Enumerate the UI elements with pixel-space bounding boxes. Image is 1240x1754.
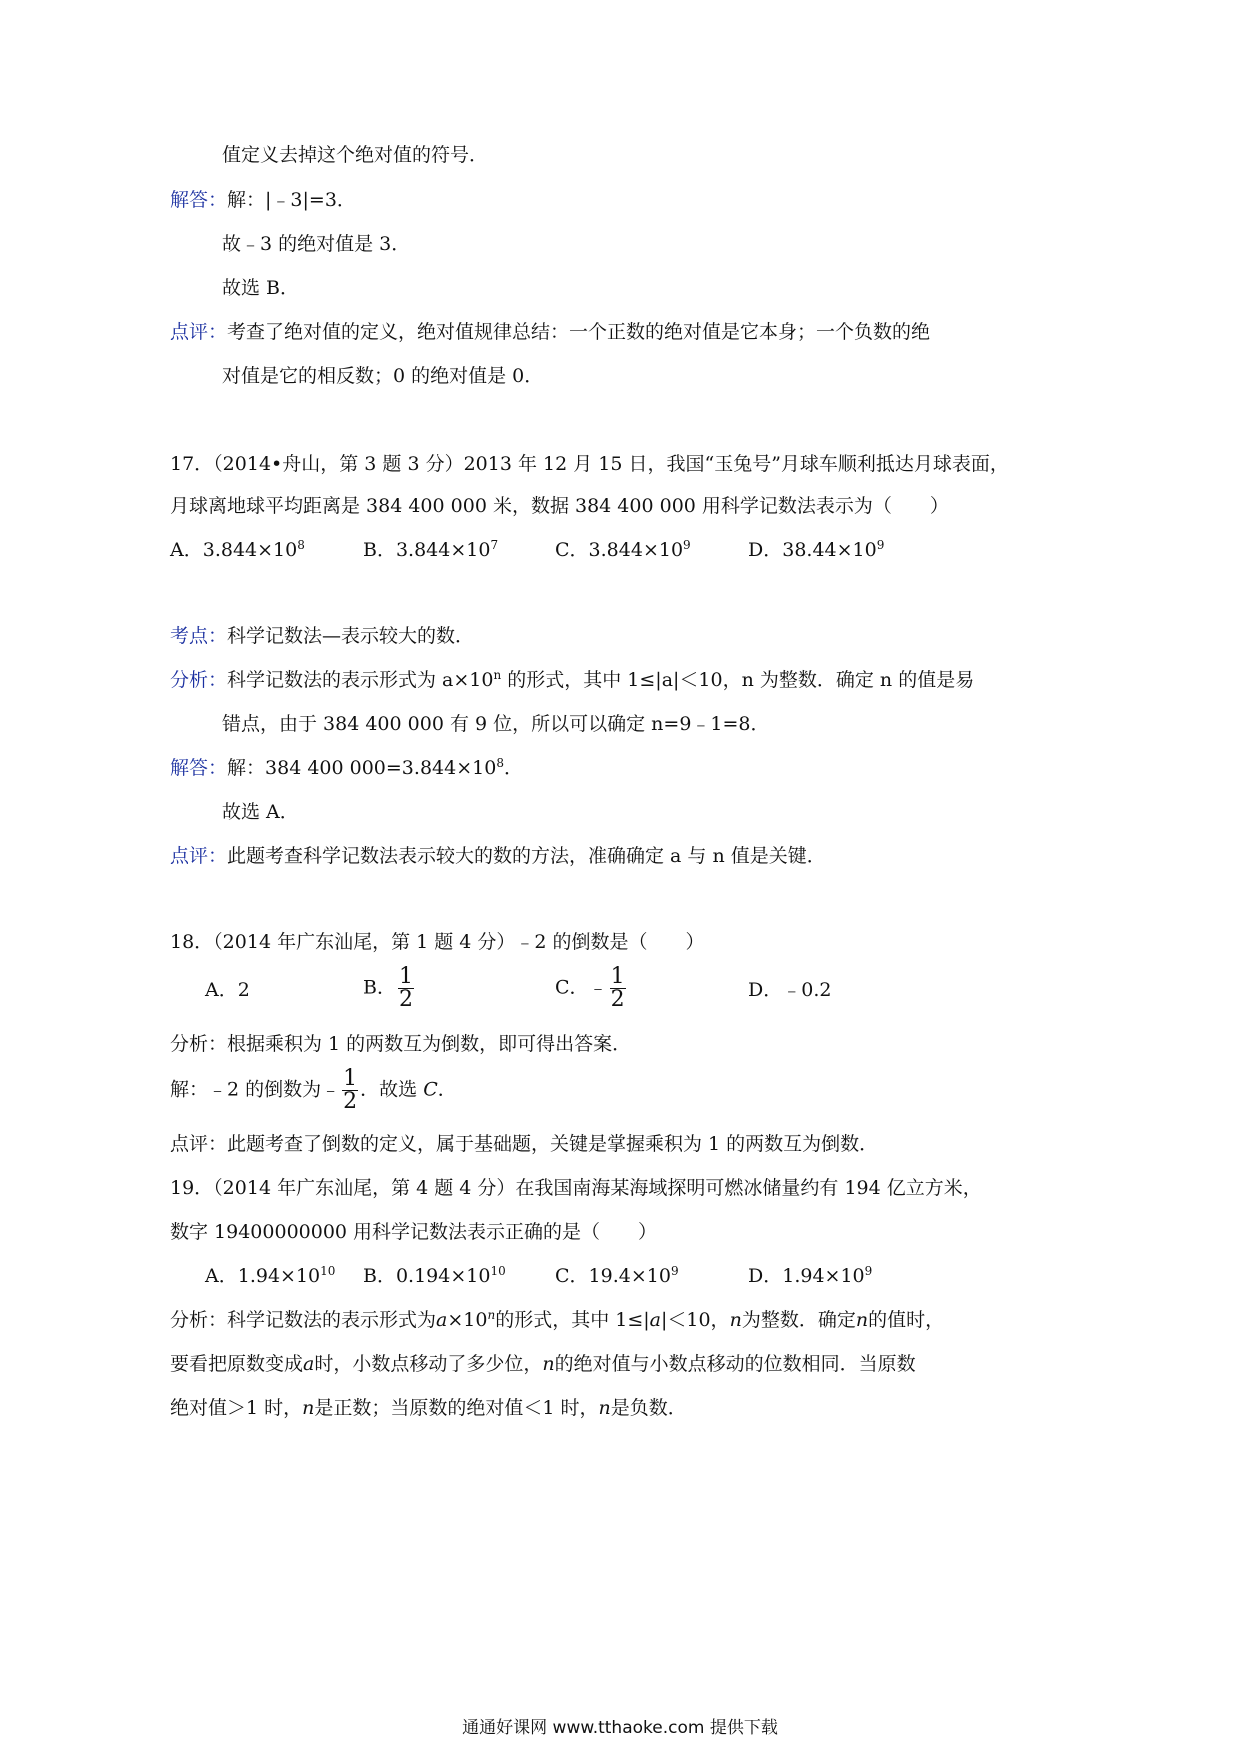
q17-option-c bbox=[555, 536, 691, 564]
q16-answer-line1 bbox=[170, 186, 356, 214]
q17-review bbox=[170, 842, 826, 870]
var-a: a bbox=[303, 1353, 315, 1375]
exp-n: n bbox=[487, 1308, 496, 1322]
q18-review: 点评：此题考查了倒数的定义，属于基础题，关键是掌握乘积为 1 的两数互为倒数． bbox=[170, 1133, 879, 1155]
q18-option-c-sign: ﹣ bbox=[588, 976, 608, 999]
q17-answer-line2: 故选 A． bbox=[222, 801, 299, 823]
q18-solution-fraction bbox=[342, 1068, 358, 1113]
q19-stem-line1: 19．（2014 年广东汕尾，第 4 题 4 分）在我国南海某海域探明可燃冰储量约有 194 亿立方米， bbox=[170, 1177, 982, 1199]
analysis-label: 分析： bbox=[170, 669, 228, 691]
option-base: 1.94×10 bbox=[237, 1265, 321, 1287]
var-n: n bbox=[855, 1309, 869, 1331]
option-exponent: 10 bbox=[490, 1264, 506, 1278]
q18-solution-text-d: ． bbox=[437, 1078, 457, 1101]
q17-option-b bbox=[363, 536, 498, 564]
fraction-denominator: 2 bbox=[398, 987, 413, 1012]
var-n: n bbox=[729, 1309, 742, 1331]
q16-analysis-cont: 值定义去掉这个绝对值的符号． bbox=[222, 144, 489, 166]
option-base: 19.4×10 bbox=[588, 1265, 671, 1287]
option-exponent: 9 bbox=[670, 1264, 679, 1278]
review-label: 点评： bbox=[170, 845, 228, 867]
option-exponent: 10 bbox=[320, 1264, 336, 1278]
q19-a1-d: 为整数．确定 bbox=[741, 1309, 856, 1331]
q19-a1-a: 分析：科学记数法的表示形式为 bbox=[170, 1309, 437, 1331]
q18-option-b bbox=[363, 966, 416, 1011]
q19-option-d bbox=[748, 1262, 872, 1290]
option-letter: C． bbox=[555, 539, 589, 561]
q17-kaodian-text: 科学记数法—表示较大的数． bbox=[227, 625, 475, 647]
q19-a2-c: 的绝对值与小数点移动的位数相同．当原数 bbox=[554, 1353, 916, 1375]
q17-answer-text-b: ． bbox=[503, 757, 523, 779]
q17-answer-line1 bbox=[170, 754, 523, 782]
q17-stem-line2: 月球离地球平均距离是 384 400 000 米，数据 384 400 000 用科学记数法表示为（ ） bbox=[170, 495, 949, 517]
q16-answer-text: 解：|﹣3|=3． bbox=[227, 189, 356, 211]
option-letter: B． bbox=[363, 1265, 396, 1287]
q18-stem: 18．（2014 年广东汕尾，第 1 题 4 分）﹣2 的倒数是（ ） bbox=[170, 931, 705, 953]
var-a: a bbox=[436, 1309, 448, 1331]
q18-analysis: 分析：根据乘积为 1 的两数互为倒数，即可得出答案． bbox=[170, 1033, 632, 1055]
q18-solution-text-a: 解：﹣2 的倒数为﹣ bbox=[170, 1078, 341, 1101]
q18-option-c-fraction bbox=[610, 966, 626, 1011]
q19-analysis-line2 bbox=[170, 1350, 916, 1378]
q17-stem-line1: 17．（2014•舟山，第 3 题 3 分）2013 年 12 月 15 日，我国“玉兔号”月球车顺利抵达月球表面， bbox=[170, 453, 1009, 475]
var-n: n bbox=[598, 1397, 611, 1419]
q17-option-a bbox=[170, 536, 305, 564]
option-base: 38.44×10 bbox=[782, 539, 877, 561]
q19-a1-e: 的值时， bbox=[868, 1309, 945, 1331]
q17-analysis-text-b: 的形式，其中 1≤|a|＜10，n 为整数．确定 n 的值是易 bbox=[501, 669, 975, 691]
option-base: 0.194×10 bbox=[395, 1265, 491, 1287]
q16-review-text: 考查了绝对值的定义，绝对值规律总结：一个正数的绝对值是它本身；一个负数的绝 bbox=[227, 321, 931, 343]
var-n: n bbox=[542, 1353, 555, 1375]
q19-a3-a: 绝对值＞1 时， bbox=[170, 1397, 303, 1419]
option-exponent: 9 bbox=[876, 538, 885, 552]
q19-option-b bbox=[363, 1262, 506, 1290]
q19-a1-a2: ×10 bbox=[447, 1309, 488, 1331]
var-a: a bbox=[649, 1309, 661, 1331]
q17-kaodian bbox=[170, 622, 474, 650]
q18-option-a: A．2 bbox=[205, 979, 250, 1001]
fraction-numerator: 1 bbox=[610, 964, 625, 989]
q16-answer-line2: 故﹣3 的绝对值是 3． bbox=[222, 233, 411, 255]
q19-a1-c: |＜10， bbox=[660, 1309, 730, 1331]
option-letter: A． bbox=[170, 539, 203, 561]
fraction-numerator: 1 bbox=[398, 964, 413, 989]
option-base: 1.94×10 bbox=[782, 1265, 865, 1287]
q19-a2-a: 要看把原数变成 bbox=[170, 1353, 304, 1375]
q18-option-b-letter: B． bbox=[363, 976, 396, 999]
page-footer: 通通好课网 www.tthaoke.com 提供下载 bbox=[462, 1718, 778, 1738]
q17-option-d bbox=[748, 536, 884, 564]
option-exponent: 9 bbox=[683, 538, 691, 552]
option-base: 3.844×10 bbox=[395, 539, 491, 561]
option-letter: A． bbox=[205, 1265, 238, 1287]
option-letter: D． bbox=[748, 539, 783, 561]
fraction-denominator: 2 bbox=[343, 1089, 358, 1114]
option-letter: C． bbox=[555, 1265, 589, 1287]
q17-analysis-line2: 错点，由于 384 400 000 有 9 位，所以可以确定 n=9﹣1=8． bbox=[222, 713, 770, 735]
q18-option-c-letter: C． bbox=[555, 976, 589, 999]
q18-solution-choice: C bbox=[423, 1078, 438, 1101]
answer-label: 解答： bbox=[170, 757, 228, 779]
option-letter: B． bbox=[363, 539, 396, 561]
q18-solution bbox=[170, 1068, 457, 1113]
q18-solution-text-b: ．故选 bbox=[360, 1078, 418, 1101]
var-n: n bbox=[302, 1397, 315, 1419]
q19-analysis-line3 bbox=[170, 1394, 687, 1422]
option-exponent: 9 bbox=[864, 1264, 873, 1278]
q16-review-line1 bbox=[170, 318, 930, 346]
q18-option-b-fraction bbox=[398, 966, 414, 1011]
option-base: 3.844×10 bbox=[202, 539, 298, 561]
q19-a3-b: 是正数；当原数的绝对值＜1 时， bbox=[314, 1397, 599, 1419]
q18-option-d: D．﹣0.2 bbox=[748, 979, 832, 1001]
q17-analysis-text-a: 科学记数法的表示形式为 a×10 bbox=[227, 669, 494, 691]
q17-review-text: 此题考查科学记数法表示较大的数的方法，准确确定 a 与 n 值是关键． bbox=[227, 845, 826, 867]
q17-answer-text-a: 解：384 400 000=3.844×10 bbox=[227, 757, 497, 779]
q17-analysis-exp: n bbox=[493, 668, 502, 682]
q16-answer-line3: 故选 B． bbox=[222, 277, 300, 299]
q19-stem-line2: 数字 19400000000 用科学记数法表示正确的是（ ） bbox=[170, 1221, 658, 1243]
q18-option-c bbox=[555, 966, 628, 1011]
q19-a3-c: 是负数． bbox=[610, 1397, 687, 1419]
option-letter: D． bbox=[748, 1265, 783, 1287]
q19-option-a bbox=[205, 1262, 335, 1290]
option-exponent: 7 bbox=[490, 538, 499, 552]
fraction-numerator: 1 bbox=[343, 1066, 358, 1091]
review-label: 点评： bbox=[170, 321, 228, 343]
q19-analysis-line1 bbox=[170, 1306, 944, 1334]
option-base: 3.844×10 bbox=[588, 539, 684, 561]
answer-label: 解答： bbox=[170, 189, 228, 211]
option-exponent: 8 bbox=[297, 538, 305, 552]
q19-a2-b: 时，小数点移动了多少位， bbox=[314, 1353, 543, 1375]
kaodian-label: 考点： bbox=[170, 625, 228, 647]
q17-analysis-line1 bbox=[170, 666, 974, 694]
q16-review-line2: 对值是它的相反数；0 的绝对值是 0． bbox=[222, 365, 544, 387]
q19-option-c bbox=[555, 1262, 679, 1290]
q17-answer-exp: 8 bbox=[496, 756, 504, 770]
q19-a1-b: 的形式，其中 1≤| bbox=[495, 1309, 650, 1331]
fraction-denominator: 2 bbox=[610, 987, 625, 1012]
